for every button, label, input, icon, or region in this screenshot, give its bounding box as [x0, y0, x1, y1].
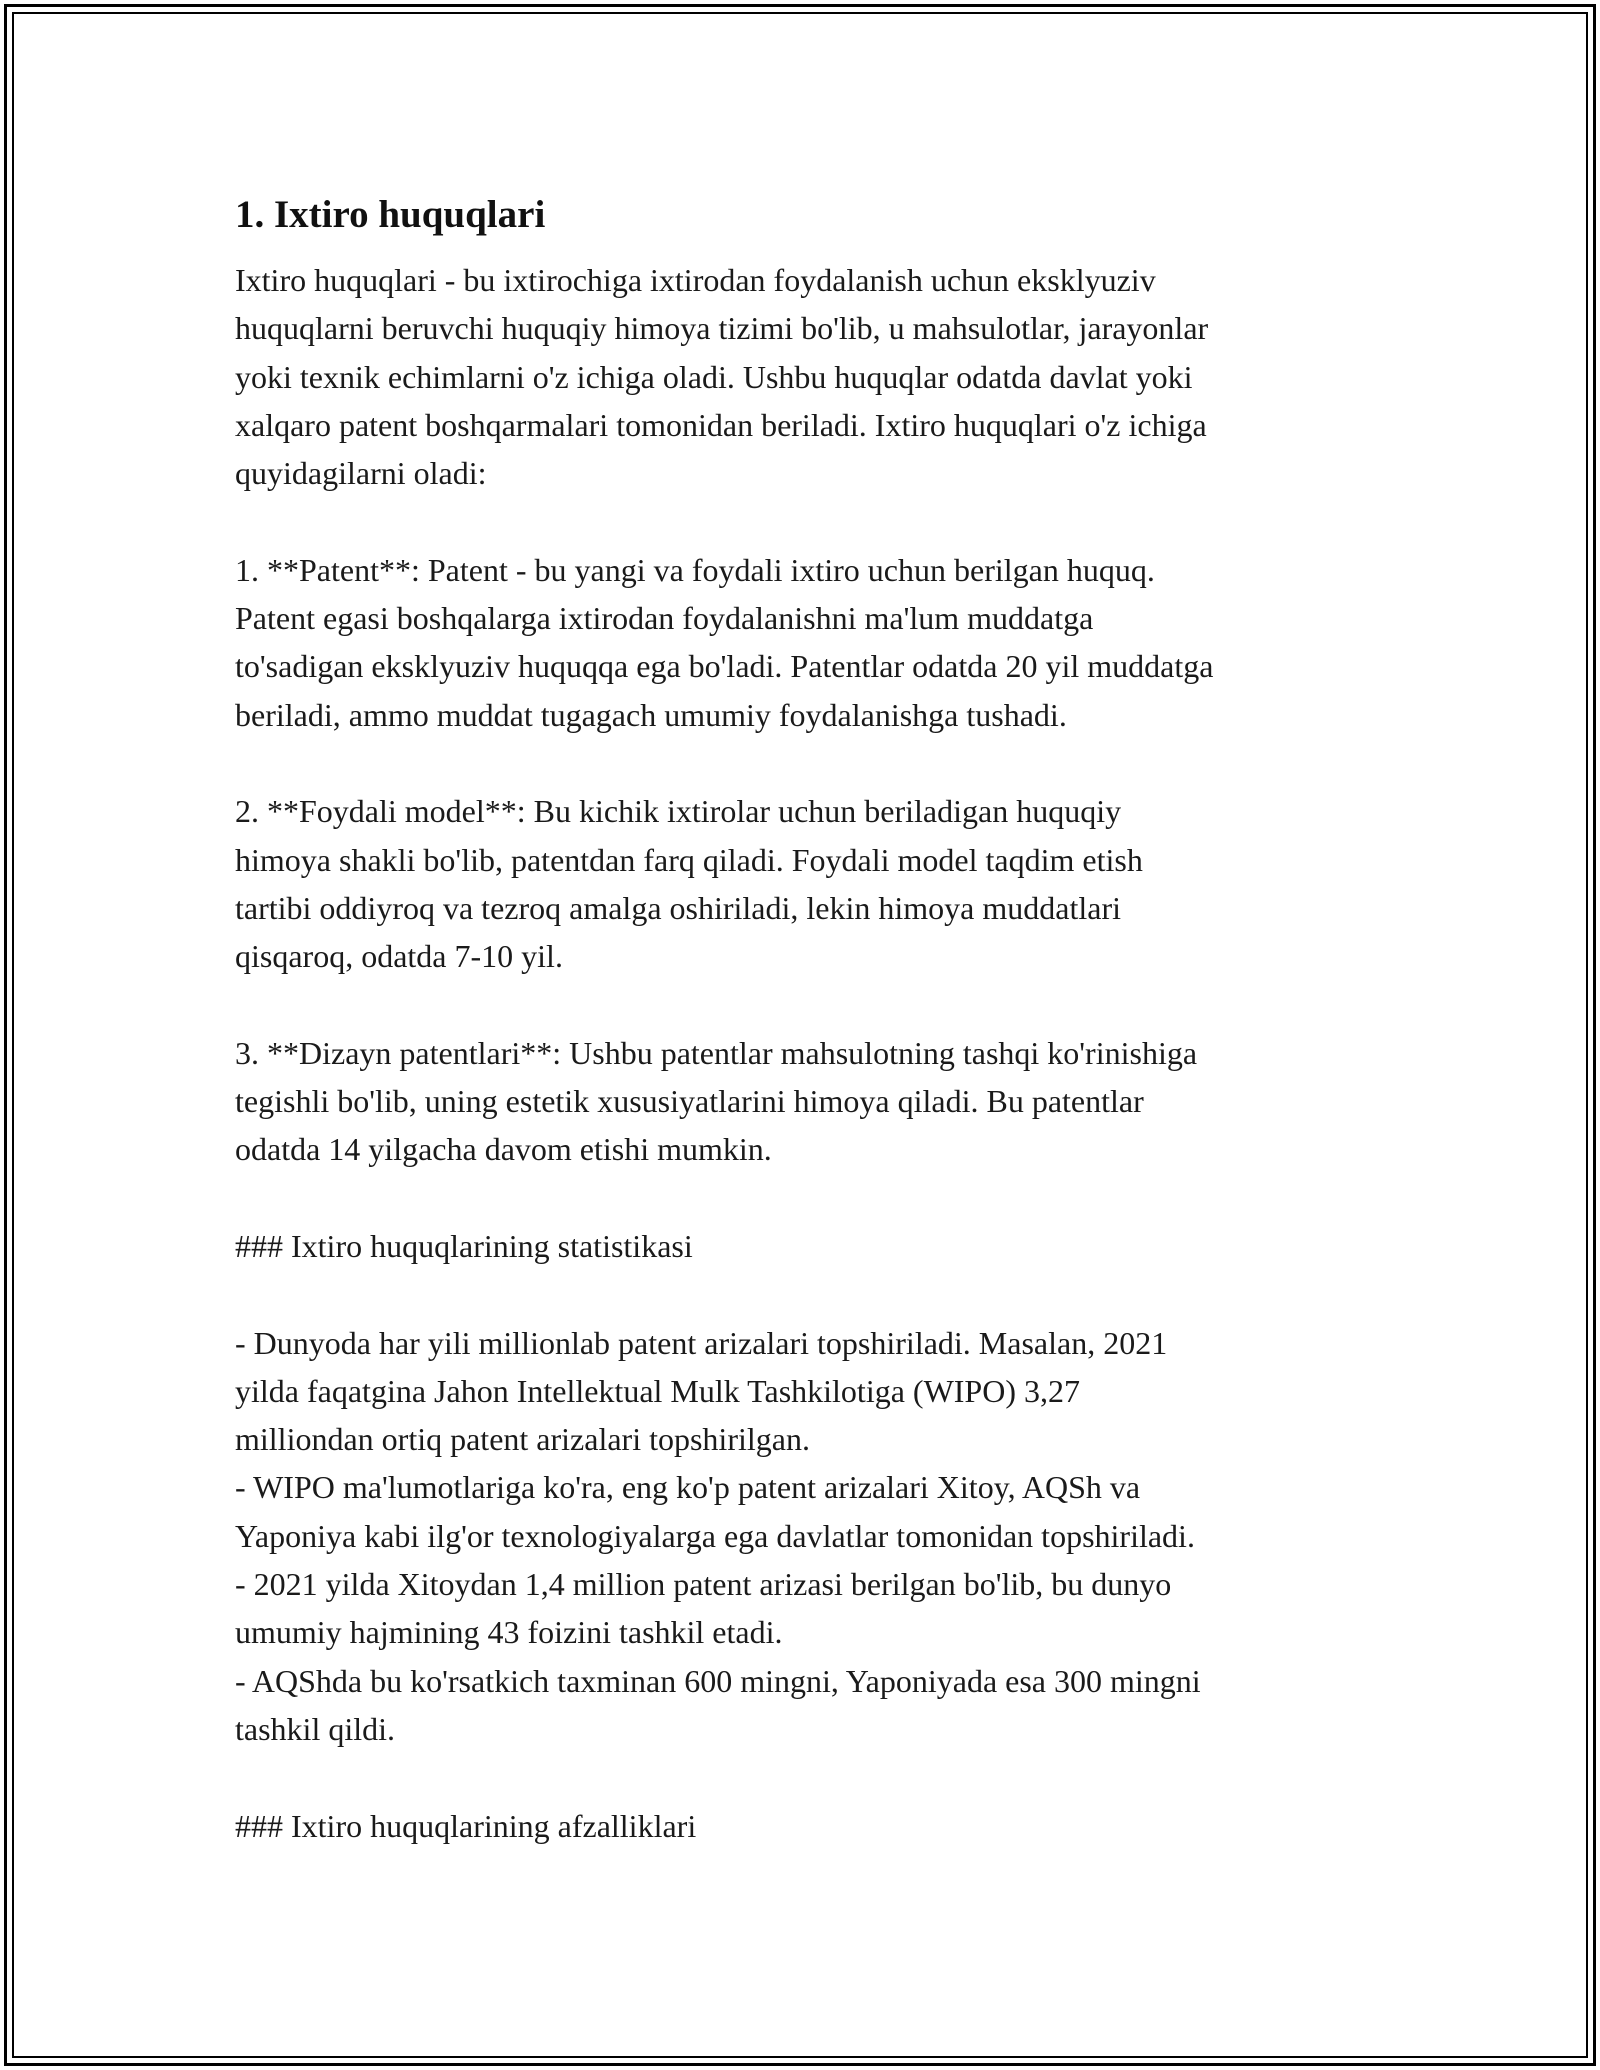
document-content — [235, 185, 1365, 1850]
document-body-text: Ixtiro huquqlari - bu ixtirochiga ixtirodan foydalanish uchun eksklyuziv huquqlarni beruvchi huquqiy himoya tizimi bo'lib, u mahsulotlar, jarayonlar yoki texnik echimlarni o'z ichiga oladi. Ushbu huquqlar odatda davlat yoki xalqaro patent boshqarmalari tomonidan beriladi. Ixtiro huquqlari o'z ichiga quyidagilarni oladi: 1. **Patent**: Patent - bu yangi va foydali ixtiro uchun berilgan huquq. Patent egasi boshqalarga ixtirodan foydalanishni ma'lum muddatga to'sadigan eksklyuziv huquqqa ega bo'ladi. Patentlar odatda 20 yil muddatga beriladi, ammo muddat tugagach umumiy foydalanishga tushadi. 2. **Foydali model**: Bu kichik ixtirolar uchun beriladigan huquqiy himoya shakli bo'lib, patentdan farq qiladi. Foydali model taqdim etish tartibi oddiyroq va tezroq amalga oshiriladi, lekin himoya muddatlari qisqaroq, odatda 7-10 yil. 3. **Dizayn patentlari**: Ushbu patentlar mahsulotning tashqi ko'rinishiga tegishli bo'lib, uning estetik xususiyatlarini himoya qiladi. Bu patentlar odatda 14 yilgacha davom etishi mumkin. ### Ixtiro huquqlarining statistikasi - Dunyoda har yili millionlab patent arizalari topshiriladi. Masalan, 2021 yilda faqatgina Jahon Intellektual Mulk Tashkilotiga (WIPO) 3,27 milliondan ortiq patent arizalari topshirilgan. - WIPO ma'lumotlariga ko'ra, eng ko'p patent arizalari Xitoy, AQSh va Yaponiya kabi ilg'or texnologiyalarga ega davlatlar tomonidan topshiriladi. - 2021 yilda Xitoydan 1,4 million patent arizasi berilgan bo'lib, bu dunyo umumiy hajmining 43 foizini tashkil etadi. - AQShda bu ko'rsatkich taxminan 600 mingni, Yaponiyada esa 300 mingni tashkil qildi. ### Ixtiro huquqlarining afzalliklari — [235, 262, 1214, 1844]
document-heading: 1. Ixtiro huquqlari — [235, 193, 546, 236]
